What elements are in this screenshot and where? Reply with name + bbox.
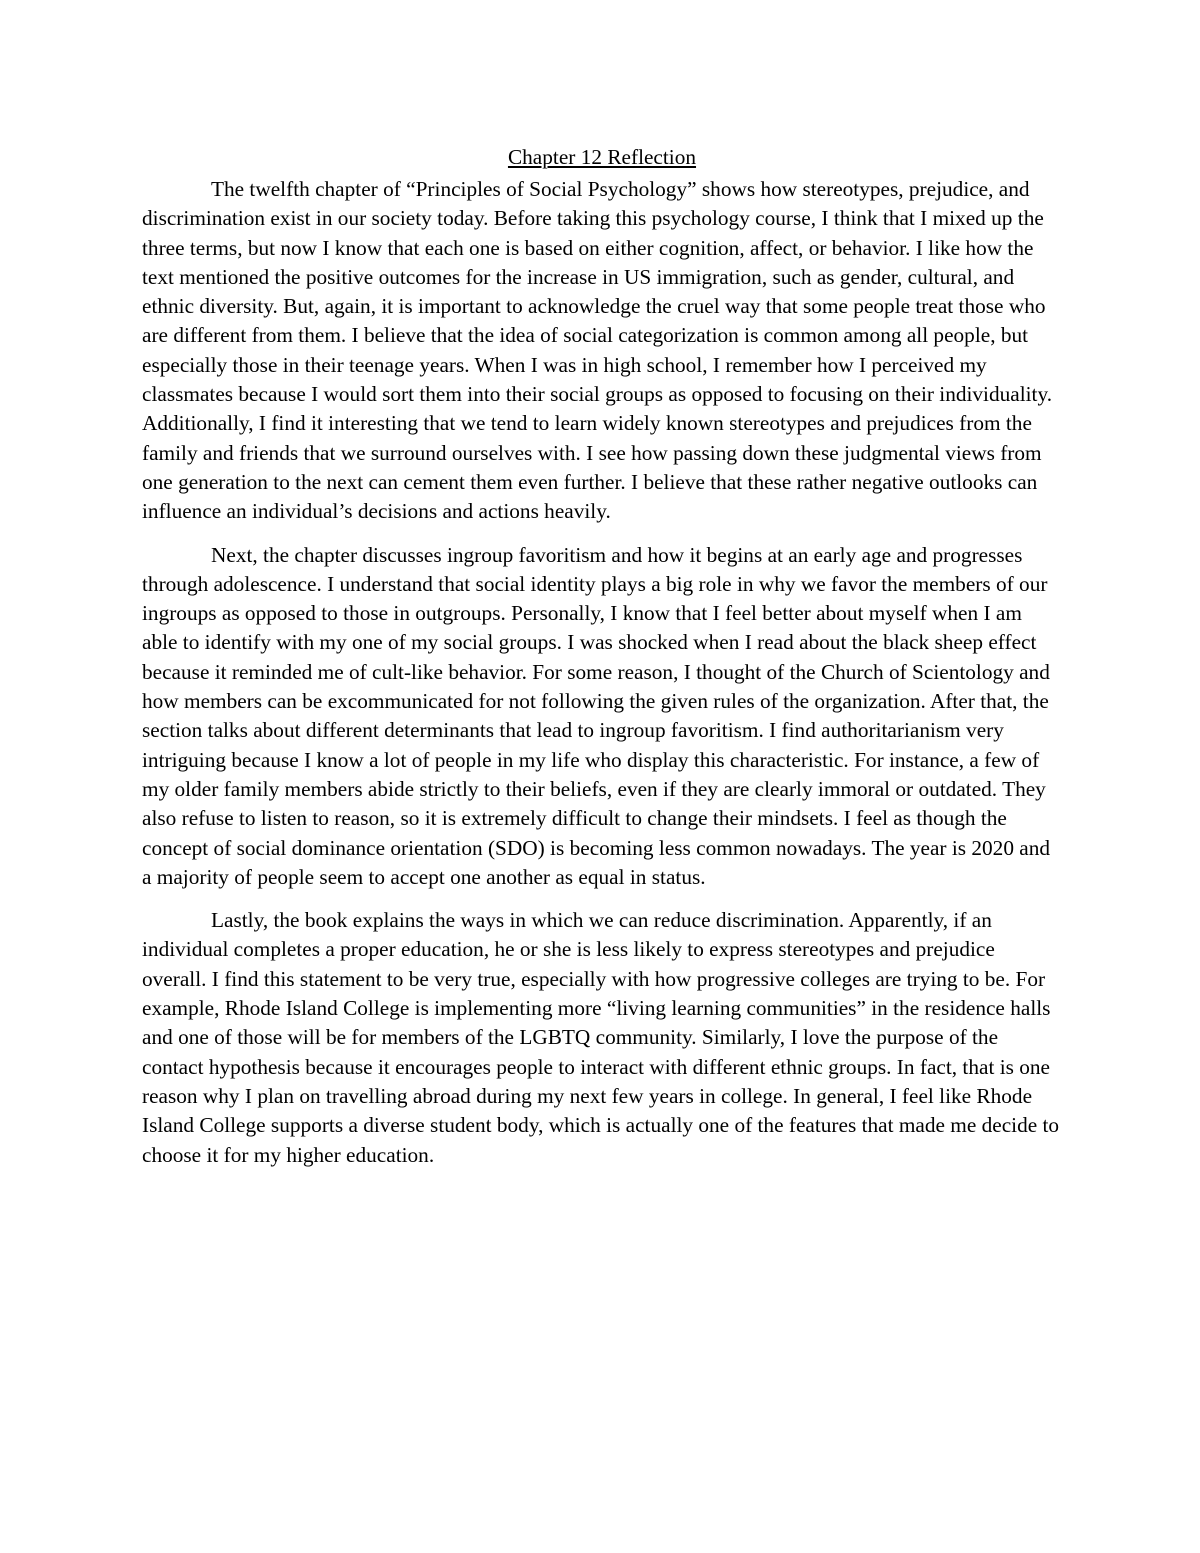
page-title: Chapter 12 Reflection xyxy=(507,145,697,169)
paragraph-2: Next, the chapter discusses ingroup favoritism and how it begins at an early age and progresses through adolescence. I understand that social identity plays a big role in why we favor the members of our ingroups as opposed to those in outgroups. Personally, I know that I feel better about myself when I am able to identify with my one of my social groups. I was shocked when I read about the black sheep effect because it reminded me of cult-like behavior. For some reason, I thought of the Church of Scientology and how members can be excommunicated for not following the given rules of the organization. After that, the section talks about different determinants that lead to ingroup favoritism. I find authoritarianism very intriguing because I know a lot of people in my life who display this characteristic. For instance, a few of my older family members abide strictly to their beliefs, even if they are clearly immoral or outdated. They also refuse to listen to reason, so it is extremely difficult to change their mindsets. I feel as though the concept of social dominance orientation (SDO) is becoming less common nowadays. The year is 2020 and a majority of people seem to accept one another as equal in status. xyxy=(142,542,1051,889)
paragraph-1: The twelfth chapter of “Principles of Social Psychology” shows how stereotypes, prejudice, and discrimination exist in our society today. Before taking this psychology course, I think that I mixed up the three terms, but now I know that each one is based on either cognition, affect, or behavior. I like how the text mentioned the positive outcomes for the increase in US immigration, such as gender, cultural, and ethnic diversity. But, again, it is important to acknowledge the cruel way that some people treat those who are different from them. I believe that the idea of social categorization is common among all people, but especially those in their teenage years. When I was in high school, I remember how I perceived my classmates because I would sort them into their social groups as opposed to focusing on their individuality. Additionally, I find it interesting that we tend to learn widely known stereotypes and prejudices from the family and friends that we surround ourselves with. I see how passing down these judgmental views from one generation to the next can cement them even further. I believe that these rather negative outlooks can influence an individual’s decisions and actions heavily. xyxy=(142,177,1053,524)
paragraph-3: Lastly, the book explains the ways in which we can reduce discrimination. Apparently, if an individual completes a proper education, he or she is less likely to express stereotypes and prejudice overall. I find this statement to be very true, especially with how progressive colleges are trying to be. For example, Rhode Island College is implementing more “living learning communities” in the residence halls and one of those will be for members of the LGBTQ community. Similarly, I love the purpose of the contact hypothesis because it encourages people to interact with different ethnic groups. In fact, that is one reason why I plan on travelling abroad during my next few years in college. In general, I feel like Rhode Island College supports a diverse student body, which is actually one of the features that made me decide to choose it for my higher education. xyxy=(142,908,1060,1167)
document-body xyxy=(142,139,1062,1184)
